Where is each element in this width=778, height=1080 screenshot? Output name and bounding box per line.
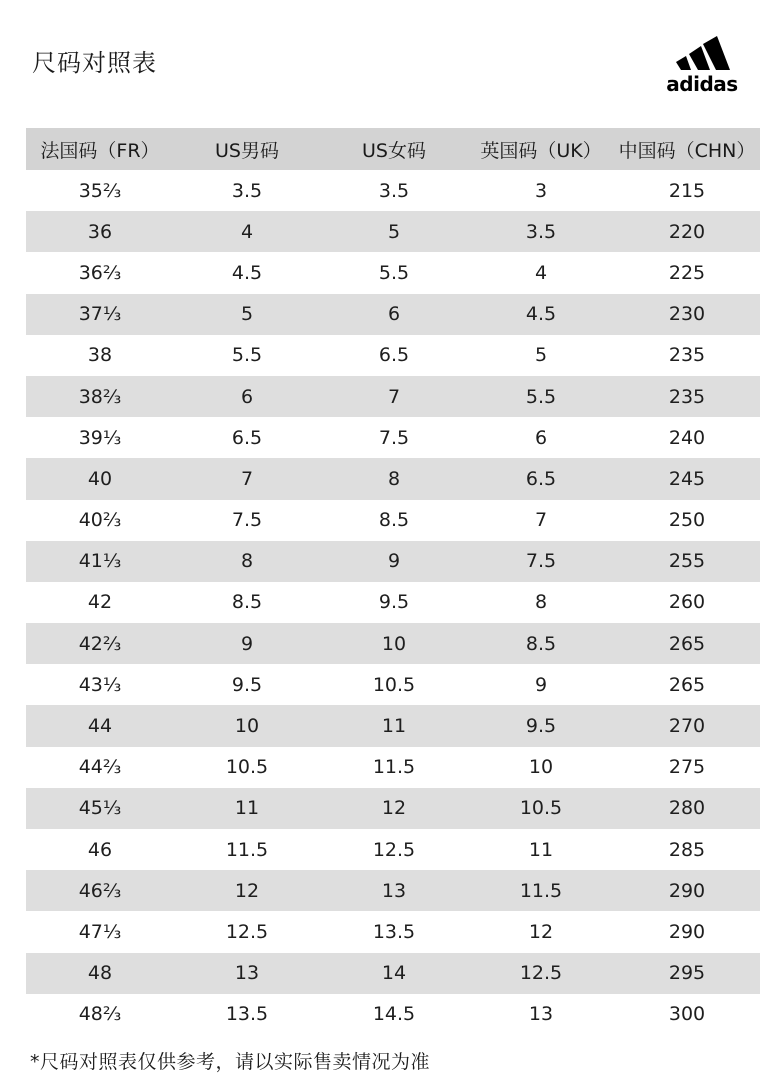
cell-us-women: 5	[387, 220, 401, 243]
table-row	[26, 211, 760, 252]
cell-uk: 10.5	[519, 797, 563, 820]
page-title: 尺码对照表	[32, 49, 157, 77]
cell-fr: 38⅔	[78, 385, 122, 408]
cell-chn: 265	[668, 632, 706, 655]
cell-uk: 6	[534, 426, 548, 449]
cell-fr: 40⅔	[78, 509, 122, 532]
cell-uk: 4.5	[525, 303, 557, 326]
cell-us-women: 6.5	[378, 344, 410, 367]
cell-fr: 46	[87, 838, 113, 861]
cell-uk: 8.5	[525, 632, 557, 655]
table-row	[26, 994, 760, 1035]
cell-uk: 5.5	[525, 385, 557, 408]
cell-uk: 6.5	[525, 467, 557, 490]
cell-uk: 3	[534, 179, 548, 202]
brand-logo	[656, 36, 748, 98]
cell-fr: 43⅓	[78, 673, 122, 696]
cell-chn: 230	[668, 303, 706, 326]
cell-us-women: 7	[387, 385, 401, 408]
table-row	[26, 829, 760, 870]
cell-us-women: 10	[381, 632, 407, 655]
cell-us-men: 10.5	[225, 756, 269, 779]
table-row	[26, 376, 760, 417]
header-us-women: US女码	[362, 139, 426, 162]
cell-chn: 290	[668, 879, 706, 902]
table-row	[26, 911, 760, 952]
cell-uk: 12.5	[519, 962, 563, 985]
table-row	[26, 500, 760, 541]
cell-chn: 235	[668, 385, 706, 408]
cell-us-men: 9.5	[231, 673, 263, 696]
cell-us-men: 5.5	[231, 344, 263, 367]
cell-fr: 37⅓	[78, 303, 122, 326]
table-row	[26, 541, 760, 582]
cell-us-women: 14.5	[372, 1003, 416, 1026]
cell-chn: 250	[668, 509, 706, 532]
cell-fr: 48	[87, 962, 113, 985]
cell-chn: 235	[668, 344, 706, 367]
header-chn: 中国码（CHN）	[618, 139, 756, 162]
cell-us-men: 12	[234, 879, 260, 902]
table-header-row	[26, 128, 760, 170]
cell-uk: 3.5	[525, 220, 557, 243]
cell-uk: 7.5	[525, 550, 557, 573]
cell-chn: 220	[668, 220, 706, 243]
cell-uk: 7	[534, 509, 548, 532]
cell-fr: 42	[87, 591, 113, 614]
cell-us-men: 13	[234, 962, 260, 985]
cell-uk: 8	[534, 591, 548, 614]
cell-us-men: 6	[240, 385, 254, 408]
cell-us-women: 10.5	[372, 673, 416, 696]
cell-us-women: 14	[381, 962, 407, 985]
brand-wordmark: adidas	[666, 72, 738, 96]
cell-us-women: 13.5	[372, 920, 416, 943]
cell-uk: 11	[528, 838, 554, 861]
cell-chn: 270	[668, 715, 706, 738]
adidas-performance-logo-icon	[674, 36, 732, 70]
cell-chn: 300	[668, 1003, 706, 1026]
table-row	[26, 705, 760, 746]
cell-us-men: 6.5	[231, 426, 263, 449]
cell-us-women: 11.5	[372, 756, 416, 779]
cell-chn: 265	[668, 673, 706, 696]
cell-chn: 215	[668, 179, 706, 202]
cell-fr: 44	[87, 715, 113, 738]
cell-chn: 285	[668, 838, 706, 861]
cell-fr: 41⅓	[78, 550, 122, 573]
cell-uk: 11.5	[519, 879, 563, 902]
cell-us-women: 9.5	[378, 591, 410, 614]
cell-us-men: 11	[234, 797, 260, 820]
table-row	[26, 870, 760, 911]
cell-us-men: 8.5	[231, 591, 263, 614]
cell-fr: 36⅔	[78, 261, 122, 284]
table-row	[26, 788, 760, 829]
cell-chn: 255	[668, 550, 706, 573]
cell-chn: 275	[668, 756, 706, 779]
cell-us-men: 13.5	[225, 1003, 269, 1026]
table-row	[26, 953, 760, 994]
cell-fr: 45⅓	[78, 797, 122, 820]
cell-us-men: 7	[240, 467, 254, 490]
cell-chn: 240	[668, 426, 706, 449]
cell-us-men: 7.5	[231, 509, 263, 532]
cell-fr: 42⅔	[78, 632, 122, 655]
table-row	[26, 747, 760, 788]
cell-us-women: 11	[381, 715, 407, 738]
cell-fr: 40	[87, 467, 113, 490]
table-row	[26, 458, 760, 499]
cell-us-men: 11.5	[225, 838, 269, 861]
cell-us-men: 3.5	[231, 179, 263, 202]
cell-us-women: 6	[387, 303, 401, 326]
cell-chn: 280	[668, 797, 706, 820]
table-row	[26, 170, 760, 211]
cell-us-men: 12.5	[225, 920, 269, 943]
cell-us-women: 3.5	[378, 179, 410, 202]
cell-us-women: 8	[387, 467, 401, 490]
cell-fr: 38	[87, 344, 113, 367]
cell-us-women: 13	[381, 879, 407, 902]
table-row	[26, 335, 760, 376]
table-row	[26, 417, 760, 458]
table-row	[26, 294, 760, 335]
table-row	[26, 623, 760, 664]
header-uk: 英国码（UK）	[480, 139, 602, 162]
cell-uk: 9	[534, 673, 548, 696]
cell-us-women: 12	[381, 797, 407, 820]
cell-chn: 290	[668, 920, 706, 943]
cell-chn: 295	[668, 962, 706, 985]
cell-us-women: 5.5	[378, 261, 410, 284]
cell-chn: 260	[668, 591, 706, 614]
table-row	[26, 664, 760, 705]
cell-uk: 13	[528, 1003, 554, 1026]
cell-chn: 225	[668, 261, 706, 284]
cell-fr: 36	[87, 220, 113, 243]
cell-us-women: 8.5	[378, 509, 410, 532]
size-rows	[26, 170, 760, 1035]
size-chart-table	[26, 128, 760, 1035]
cell-fr: 35⅔	[78, 179, 122, 202]
cell-us-men: 4	[240, 220, 254, 243]
table-row	[26, 582, 760, 623]
cell-uk: 4	[534, 261, 548, 284]
cell-chn: 245	[668, 467, 706, 490]
cell-us-women: 12.5	[372, 838, 416, 861]
cell-uk: 5	[534, 344, 548, 367]
footnote: *尺码对照表仅供参考，请以实际售卖情况为准	[30, 1051, 431, 1073]
cell-us-men: 5	[240, 303, 254, 326]
cell-us-men: 4.5	[231, 261, 263, 284]
cell-us-women: 9	[387, 550, 401, 573]
cell-uk: 10	[528, 756, 554, 779]
cell-uk: 9.5	[525, 715, 557, 738]
cell-us-men: 8	[240, 550, 254, 573]
table-row	[26, 252, 760, 293]
cell-fr: 47⅓	[78, 920, 122, 943]
cell-us-men: 9	[240, 632, 254, 655]
cell-fr: 39⅓	[78, 426, 122, 449]
cell-fr: 44⅔	[78, 756, 122, 779]
header-us-men: US男码	[215, 139, 279, 162]
cell-fr: 46⅔	[78, 879, 122, 902]
cell-fr: 48⅔	[78, 1003, 122, 1026]
cell-uk: 12	[528, 920, 554, 943]
header-fr: 法国码（FR）	[40, 139, 160, 162]
cell-us-men: 10	[234, 715, 260, 738]
cell-us-women: 7.5	[378, 426, 410, 449]
